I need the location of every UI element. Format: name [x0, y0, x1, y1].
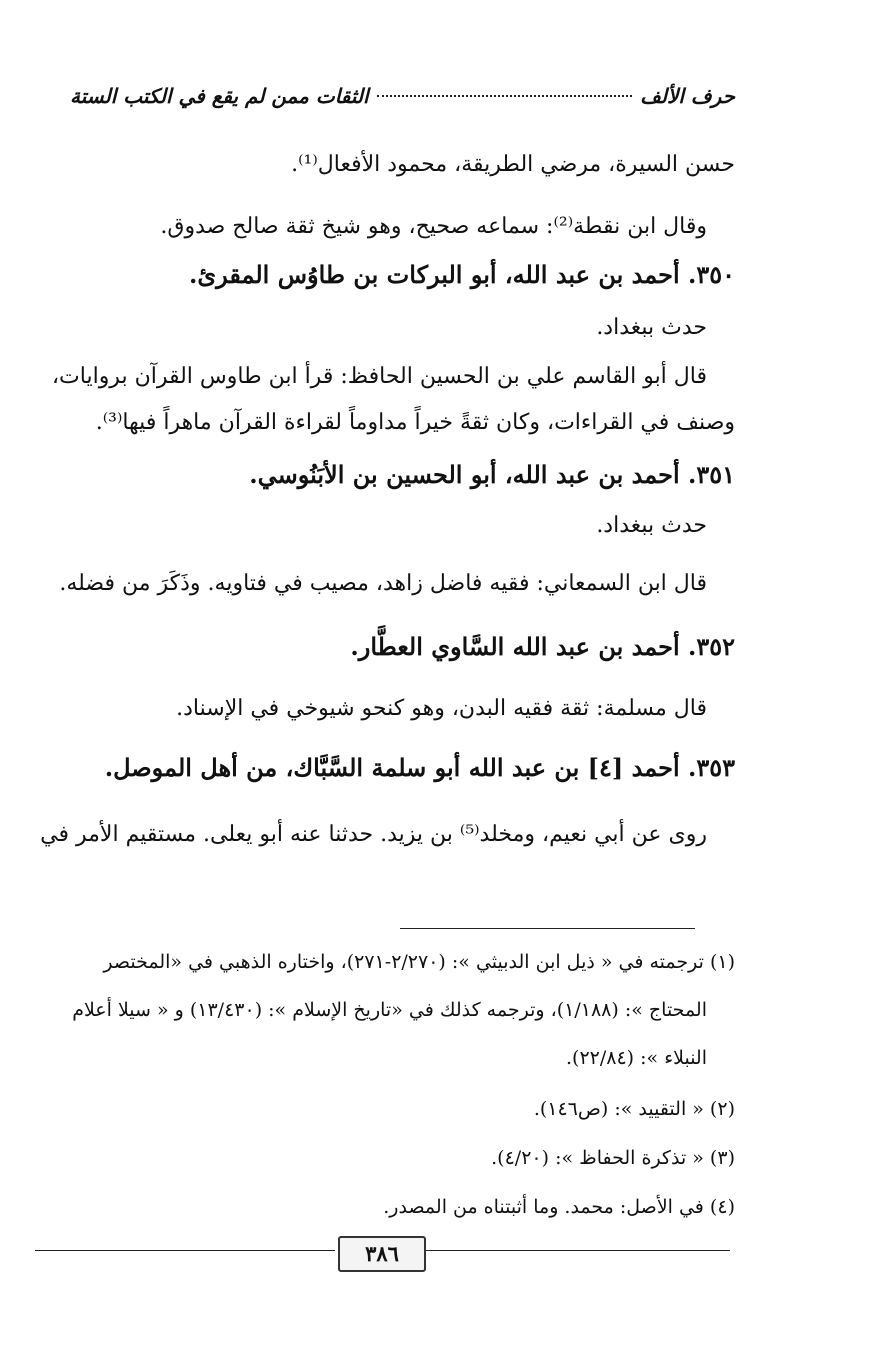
text-line-7: قال ابن السمعاني: فقيه فاضل زاهد، مصيب في فتاويه. وذَكَرَ من فضله. — [59, 571, 707, 596]
entry-350-heading: ٣٥٠. أحمد بن عبد الله، أبو البركات بن طاوُس المقرئ. — [188, 260, 735, 289]
footer-rule-left — [35, 1250, 335, 1251]
footnote-3: (٣) « تذكرة الحفاظ »: (٤/٢٠). — [491, 1147, 735, 1169]
text-line-2: وقال ابن نقطة⁽²⁾: سماعه صحيح، وهو شيخ ثقة صالح صدوق. — [160, 214, 707, 239]
header-dotted-leader — [377, 95, 633, 97]
text-line-3: حدث ببغداد. — [596, 315, 707, 340]
text-line-9: روى عن أبي نعيم، ومخلد⁽⁵⁾ بن يزيد. حدثنا عنه أبو يعلى. مستقيم الأمر في — [40, 822, 707, 847]
header-chapter: حرف الألف — [640, 84, 735, 108]
text-line-1: حسن السيرة، مرضي الطريقة، محمود الأفعال⁽¹⁾. — [291, 152, 735, 177]
text-line-4: قال أبو القاسم علي بن الحسين الحافظ: قرأ ابن طاوس القرآن بروايات، — [51, 364, 707, 389]
text-line-5: وصنف في القراءات، وكان ثقةً خيراً مداوماً لقراءة القرآن ماهراً فيها⁽³⁾. — [95, 410, 735, 435]
footer-rule-right — [425, 1250, 730, 1251]
page-number: ٣٨٦ — [338, 1236, 426, 1272]
running-header — [70, 78, 735, 114]
entry-353-heading: ٣٥٣. أحمد [٤] بن عبد الله أبو سلمة السَّبَّاك، من أهل الموصل. — [104, 753, 735, 782]
entry-351-heading: ٣٥١. أحمد بن عبد الله، أبو الحسين بن الأبَنُوسي. — [249, 460, 735, 489]
footnote-1-line-2: المحتاج »: (١/١٨٨)، وترجمه كذلك في «تاريخ الإسلام »: (١٣/٤٣٠) و « سيلا أعلام — [72, 999, 707, 1021]
text-line-6: حدث ببغداد. — [596, 513, 707, 538]
entry-352-heading: ٣٥٢. أحمد بن عبد الله السَّاوي العطَّار. — [350, 632, 735, 661]
footnote-1-line-1: (١) ترجمته في « ذيل ابن الدبيثي »: (٢/٢٧٠-٢٧١)، واختاره الذهبي في «المختصر — [103, 951, 735, 973]
footnote-2: (٢) « التقييد »: (ص١٤٦). — [533, 1098, 735, 1120]
footnote-1-line-3: النبلاء »: (٢٢/٨٤). — [565, 1047, 707, 1069]
text-line-8: قال مسلمة: ثقة فقيه البدن، وهو كنحو شيوخي في الإسناد. — [176, 696, 707, 721]
footnote-4: (٤) في الأصل: محمد. وما أثبتناه من المصدر. — [383, 1196, 735, 1218]
header-book-title: الثقات ممن لم يقع في الكتب الستة — [70, 84, 369, 108]
footnote-separator — [400, 928, 695, 929]
